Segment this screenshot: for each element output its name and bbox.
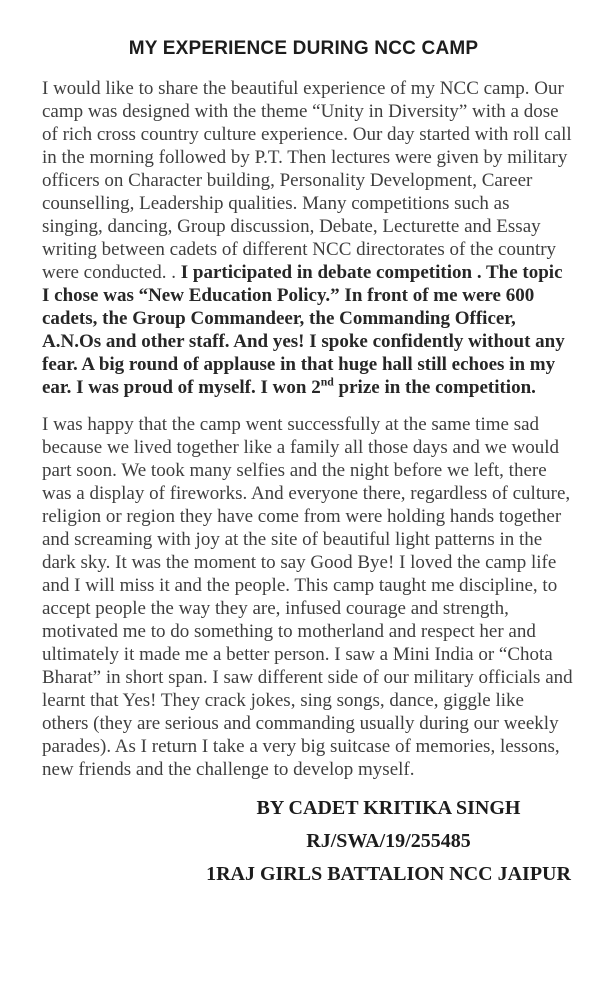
text-segment: I would like to share the beautiful experience of my NCC camp. Our camp was designed with the theme “Unity in Diversity” with a dose of rich cross country culture experience. Our day started with roll call in the morning followed by P.T. Then lectures were given by military officers on Character building, Personality Development, Career counselling, Leadership qualities. Many competitions such as singing, dancing, Group discussion, Debate, Lecturette and Essay writing between cadets of different NCC directorates of the country were conducted. . (42, 78, 577, 283)
signature-block (170, 797, 607, 886)
emphasis-text-segment: nd (320, 375, 334, 389)
signature-author-line: BY CADET KRITIKA SINGH (256, 797, 521, 819)
document-title: MY EXPERIENCE DURING NCC CAMP (128, 38, 479, 59)
emphasis-text-segment: prize in the competition. (333, 377, 536, 398)
essay-paragraph-camp-reflection (42, 413, 578, 781)
emphasis-text-segment: I participated in debate competition . The topic I chose was “New Education Policy.” In front of me were 600 cadets, the Group Commandeer, the Commanding Officer, A.N.Os and other staff. And yes! I spoke confidently without any fear. A big round of applause in that huge hall still echoes in my ear. I was proud of myself. I won 2 (42, 262, 570, 398)
essay-paragraph-intro-and-debate (42, 77, 577, 399)
essay-body (42, 77, 578, 781)
text-segment: I was happy that the camp went successfully at the same time sad because we lived together like a family all those days and we would part soon. We took many selfies and the night before we left, there was a display of fireworks. And everyone there, regardless of culture, religion or region they have come from were holding hands together and screaming with joy at the site of beautiful light patterns in the dark sky. It was the moment to say Good Bye! I loved the camp life and I will miss it and the people. This camp taught me discipline, to accept people the way they are, infused courage and strength, motivated me to do something to motherland and respect her and ultimately it made me a better person. I saw a Mini India or “Chota Bharat” in short span. I saw different side of our military officials and learnt that Yes! They crack jokes, sing songs, dance, giggle like others (they are serious and commanding usually during our weekly parades). As I return I take a very big suitcase of memories, lessons, new friends and the challenge to develop myself. (42, 414, 578, 780)
signature-regimental-number: RJ/SWA/19/255485 (306, 830, 471, 852)
signature-battalion-line: 1RAJ GIRLS BATTALION NCC JAIPUR (206, 863, 571, 885)
